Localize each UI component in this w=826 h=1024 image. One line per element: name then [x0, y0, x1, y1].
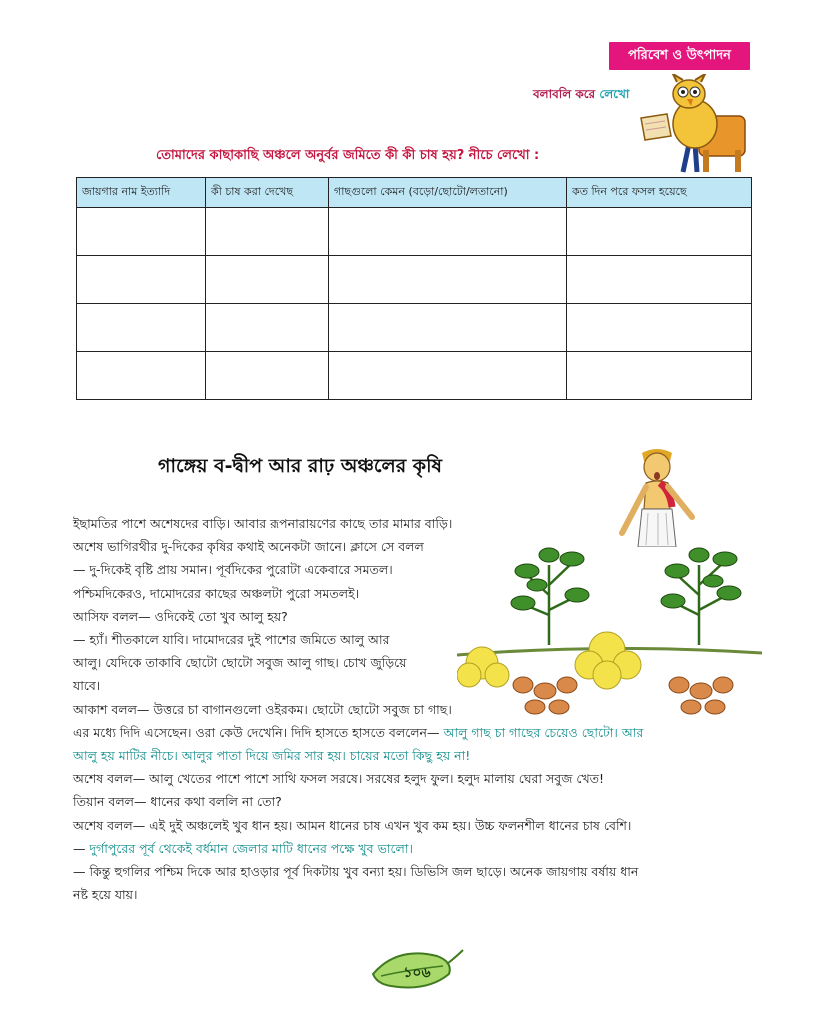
paragraph-line: — কিন্তু হুগলির পশ্চিম দিকে আর হাওড়ার পূর্ব দিকটায় খুব বন্যা হয়। ডিভিসি জল ছাড়ে। অনেক জায়গায় বর্ষায় ধান [73, 864, 639, 880]
paragraph-line [73, 837, 763, 860]
table-cell[interactable] [206, 256, 329, 304]
column-header-crop: কী চাষ করা দেখেছ [206, 178, 329, 208]
activity-label-part2: লেখো [599, 87, 630, 101]
column-header-harvest-time: কত দিন পরে ফসল হয়েছে [567, 178, 752, 208]
table-cell[interactable] [329, 208, 567, 256]
paragraph-line: আকাশ বলল— উত্তরে চা বাগানগুলো ওইরকম। ছোটো ছোটো সবুজ চা গাছ। [73, 701, 452, 717]
paragraph-line: অশেষ বলল— এই দুই অঞ্চলেই খুব ধান হয়। আমন ধানের চাষ এখন খুব কম হয়। উচ্চ ফলনশীল ধানের চাষ বেশি। [73, 817, 632, 833]
paragraph-line [73, 721, 763, 744]
table-cell[interactable] [77, 256, 206, 304]
table-cell[interactable] [567, 304, 752, 352]
page-number: ১০৬ [403, 965, 431, 981]
column-header-place: জায়গার নাম ইত্যাদি [77, 178, 206, 208]
paragraph-line: অশেষ বলল— আলু খেতের পাশে পাশে সাথি ফসল সরষে। সরষের হলুদ ফুল। হলুদ মালায় ঘেরা সবুজ খেত! [73, 771, 605, 787]
highlighted-text: আলু গাছ চা গাছের চেয়েও ছোটো। আর [443, 724, 644, 740]
paragraph-line: তিয়ান বলল— ধানের কথা বললি না তো? [73, 794, 282, 810]
activity-question: তোমাদের কাছাকাছি অঞ্চলে অনুর্বর জমিতে কী কী চাষ হয়? নীচে লেখো : [156, 148, 540, 163]
table-cell[interactable] [329, 352, 567, 400]
table-cell[interactable] [567, 352, 752, 400]
table-row [77, 256, 752, 304]
table-row [77, 304, 752, 352]
line-dash: — [73, 840, 90, 856]
line-plain-text: এর মধ্যে দিদি এসেছেন। ওরা কেউ দেখেনি। দিদি হাসতে হাসতে বললেন— [73, 724, 444, 740]
table-cell[interactable] [206, 304, 329, 352]
table-cell[interactable] [77, 352, 206, 400]
paragraph-line: অশেষ ভাগিরথীর দু-দিকের কৃষির কথাই অনেকটা জানে। ক্লাসে সে বলল [73, 539, 424, 555]
section-title: গাঙ্গেয় ব-দ্বীপ আর রাঢ় অঞ্চলের কৃষি [158, 455, 442, 477]
paragraph-line: আসিফ বলল— ওদিকেই তো খুব আলু হয়? [73, 608, 288, 624]
survey-table [76, 177, 752, 400]
paragraph-line: যাবে। [73, 678, 101, 694]
table-cell[interactable] [206, 208, 329, 256]
activity-label-part1: বলাবলি করে [533, 87, 596, 101]
subject-badge: পরিবেশ ও উৎপাদন [609, 42, 750, 70]
paragraph-line: — হ্যাঁ। শীতকালে যাবি। দামোদরের দুই পাশের জমিতে আলু আর [73, 632, 390, 648]
paragraph-line: — দু-দিকেই বৃষ্টি প্রায় সমান। পূর্বদিকের পুরোটা একেবারে সমতল। [73, 562, 393, 578]
table-cell[interactable] [329, 304, 567, 352]
paragraph-line: আলু। যেদিকে তাকাবি ছোটো ছোটো সবুজ আলু গাছ। চোখ জুড়িয়ে [73, 655, 407, 671]
highlighted-line: আলু হয় মাটির নীচে। আলুর পাতা দিয়ে জমির সার হয়। চায়ের মতো কিছু হয় না! [73, 748, 471, 764]
activity-label [533, 86, 629, 106]
table-cell[interactable] [567, 208, 752, 256]
paragraph-line: নষ্ট হয়ে যায়। [73, 887, 138, 903]
table-row [77, 208, 752, 256]
column-header-plant-type: গাছগুলো কেমন (বড়ো/ছোটো/লতানো) [329, 178, 567, 208]
paragraph-line: পশ্চিমদিকেরও, দামোদরের কাছের অঞ্চলটা পুরো সমতলই। [73, 585, 360, 601]
table-cell[interactable] [77, 208, 206, 256]
table-header-row [77, 178, 752, 208]
story-text [73, 512, 763, 906]
table-row [77, 352, 752, 400]
paragraph-line: ইছামতির পাশে অশেষদের বাড়ি। আবার রূপনারায়ণের কাছে তার মামার বাড়ি। [73, 516, 453, 531]
table-cell[interactable] [567, 256, 752, 304]
table-cell[interactable] [329, 256, 567, 304]
table-cell[interactable] [77, 304, 206, 352]
highlighted-text: দুর্গাপুরের পূর্ব থেকেই বর্ধমান জেলার মাটি ধানের পক্ষে খুব ভালো। [89, 840, 413, 856]
table-cell[interactable] [206, 352, 329, 400]
